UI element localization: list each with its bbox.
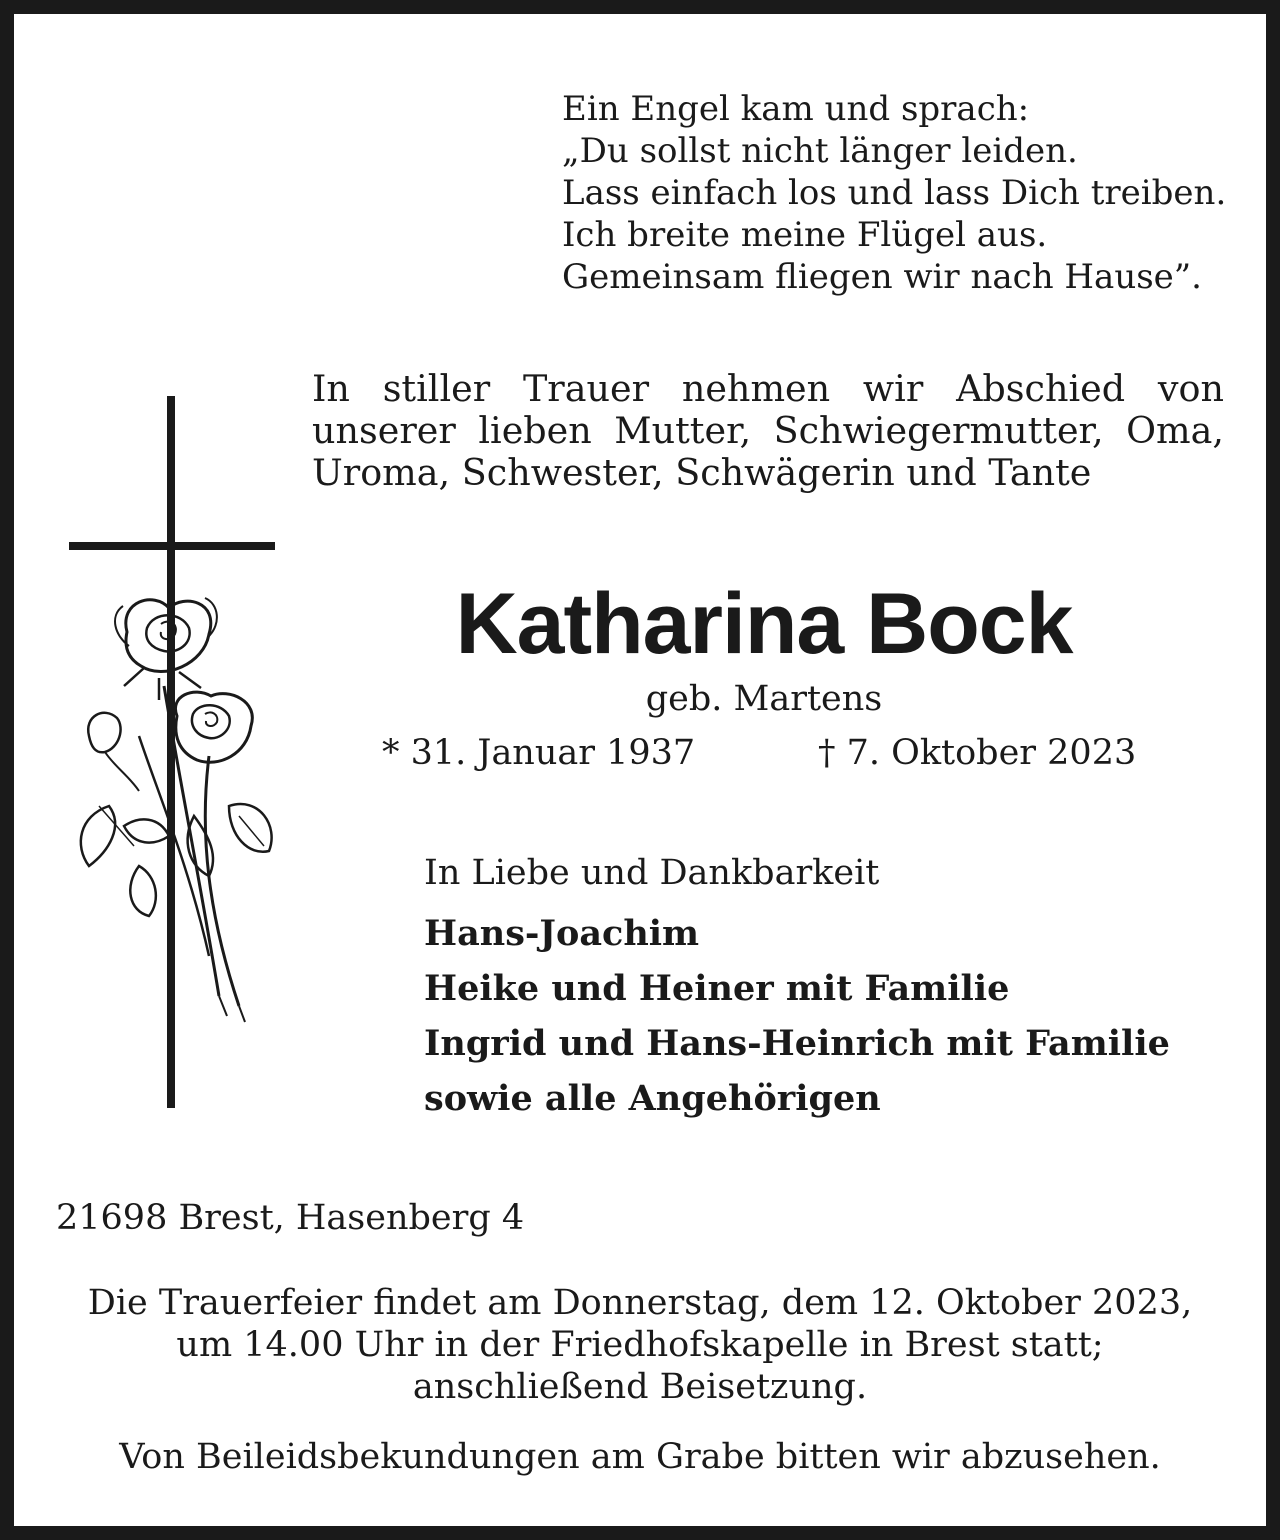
mourners-list [424, 906, 1170, 1126]
funeral-service-info [44, 1282, 1236, 1408]
death-date: † 7. Oktober 2023 [818, 733, 1137, 773]
poem-line: Ich breite meine Flügel aus. [562, 215, 1048, 255]
intro-line: In stiller Trauer nehmen wir Abschied von [312, 367, 1224, 410]
poem [562, 88, 1226, 298]
birth-date: * 31. Januar 1937 [382, 733, 696, 773]
mourner-name: sowie alle Angehörigen [424, 1078, 881, 1119]
mourner-name: Ingrid und Hans-Heinrich mit Familie [424, 1023, 1170, 1064]
intro-line: Uroma, Schwester, Schwägerin und Tante [312, 451, 1092, 494]
service-line: Die Trauerfeier findet am Donnerstag, dem 12. Oktober 2023, [87, 1283, 1193, 1323]
poem-line: Ein Engel kam und sprach: [562, 89, 1030, 129]
poem-line: „Du sollst nicht länger leiden. [562, 131, 1078, 171]
service-line: um 14.00 Uhr in der Friedhofskapelle in Brest statt; [176, 1325, 1104, 1365]
family-address: 21698 Brest, Hasenberg 4 [56, 1198, 525, 1238]
mourner-name: Heike und Heiner mit Familie [424, 968, 1010, 1009]
service-line: anschließend Beisetzung. [412, 1367, 868, 1407]
cross-with-roses-icon [69, 396, 279, 1108]
intro-line: unserer lieben Mutter, Schwiegermutter, Oma, [312, 409, 1224, 452]
maiden-name: geb. Martens [645, 679, 883, 719]
farewell-intro [312, 368, 1224, 494]
closing-note: Von Beileidsbekundungen am Grabe bitten wir abzusehen. [119, 1437, 1161, 1477]
poem-line: Gemeinsam fliegen wir nach Hause”. [562, 257, 1202, 297]
deceased-name: Katharina Bock [455, 576, 1073, 672]
mourner-name: Hans-Joachim [424, 913, 700, 954]
poem-line: Lass einfach los und lass Dich treiben. [562, 173, 1227, 213]
mourners-intro: In Liebe und Dankbarkeit [424, 853, 880, 893]
